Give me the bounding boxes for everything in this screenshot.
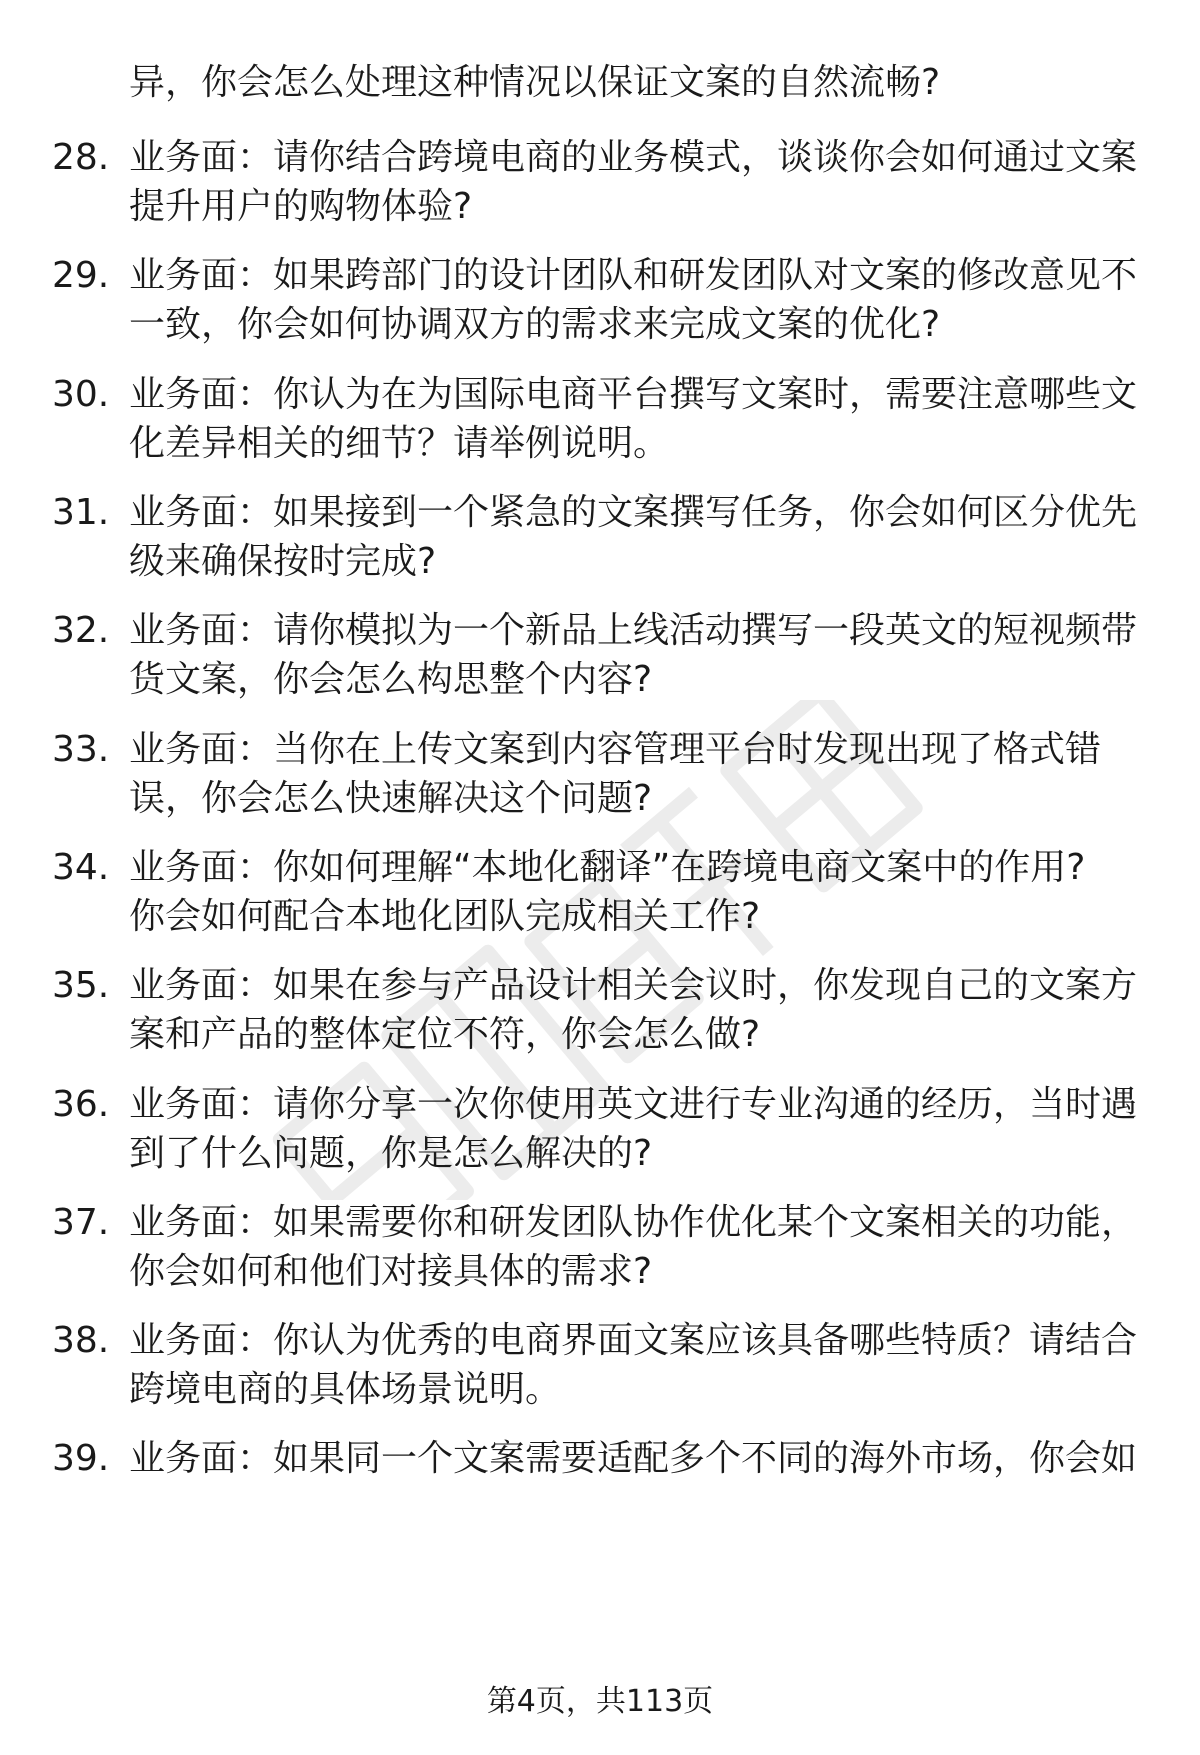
question-number: 30. bbox=[52, 374, 110, 415]
question-text-line: 货文案，你会怎么构思整个内容? bbox=[129, 659, 653, 700]
question-text-line: 业务面：如果接到一个紧急的文案撰写任务，你会如何区分优先 bbox=[129, 492, 1138, 533]
question-number: 32. bbox=[52, 610, 110, 651]
question-text-line: 误，你会怎么快速解决这个问题? bbox=[129, 778, 653, 819]
question-text-line: 业务面：请你结合跨境电商的业务模式，谈谈你会如何通过文案 bbox=[129, 137, 1138, 178]
question-text-line: 你会如何配合本地化团队完成相关工作? bbox=[129, 896, 761, 937]
question-number: 39. bbox=[52, 1438, 110, 1479]
question-text-line: 业务面：你如何理解“本地化翻译”在跨境电商文案中的作用? bbox=[129, 847, 1086, 888]
question-number: 34. bbox=[52, 847, 110, 888]
question-text-line: 案和产品的整体定位不符，你会怎么做? bbox=[129, 1014, 761, 1055]
question-number: 38. bbox=[52, 1320, 110, 1361]
question-number: 29. bbox=[52, 255, 110, 296]
question-number: 28. bbox=[52, 137, 110, 178]
question-text-line: 跨境电商的具体场景说明。 bbox=[129, 1369, 562, 1410]
question-text-line: 业务面：你认为在为国际电商平台撰写文案时，需要注意哪些文 bbox=[129, 374, 1138, 415]
question-text-line: 业务面：请你分享一次你使用英文进行专业沟通的经历，当时遇 bbox=[129, 1084, 1138, 1125]
question-text-line: 提升用户的购物体验? bbox=[129, 186, 473, 227]
question-text-line: 你会如何和他们对接具体的需求? bbox=[129, 1251, 653, 1292]
question-text-line: 业务面：如果在参与产品设计相关会议时，你发现自己的文案方 bbox=[129, 965, 1138, 1006]
question-text-line: 业务面：请你模拟为一个新品上线活动撰写一段英文的短视频带 bbox=[129, 610, 1138, 651]
question-text-line: 一致，你会如何协调双方的需求来完成文案的优化? bbox=[129, 304, 941, 345]
question-number: 36. bbox=[52, 1084, 110, 1125]
continuation-text: 异，你会怎么处理这种情况以保证文案的自然流畅? bbox=[129, 62, 941, 103]
question-number: 35. bbox=[52, 965, 110, 1006]
question-text-line: 业务面：如果需要你和研发团队协作优化某个文案相关的功能， bbox=[129, 1202, 1138, 1243]
page-footer: 第4页，共113页 bbox=[486, 1684, 714, 1719]
question-text-line: 业务面：如果跨部门的设计团队和研发团队对文案的修改意见不 bbox=[129, 255, 1138, 296]
question-number: 31. bbox=[52, 492, 110, 533]
question-text-line: 到了什么问题，你是怎么解决的? bbox=[129, 1133, 653, 1174]
question-text-line: 级来确保按时完成? bbox=[129, 541, 437, 582]
question-number: 33. bbox=[52, 729, 110, 770]
question-text-line: 化差异相关的细节？请举例说明。 bbox=[129, 423, 670, 464]
question-text-line: 业务面：你认为优秀的电商界面文案应该具备哪些特质？请结合 bbox=[129, 1320, 1138, 1361]
question-text-line: 业务面：如果同一个文案需要适配多个不同的海外市场，你会如 bbox=[129, 1438, 1138, 1479]
question-text-line: 业务面：当你在上传文案到内容管理平台时发现出现了格式错 bbox=[129, 729, 1102, 770]
question-number: 37. bbox=[52, 1202, 110, 1243]
